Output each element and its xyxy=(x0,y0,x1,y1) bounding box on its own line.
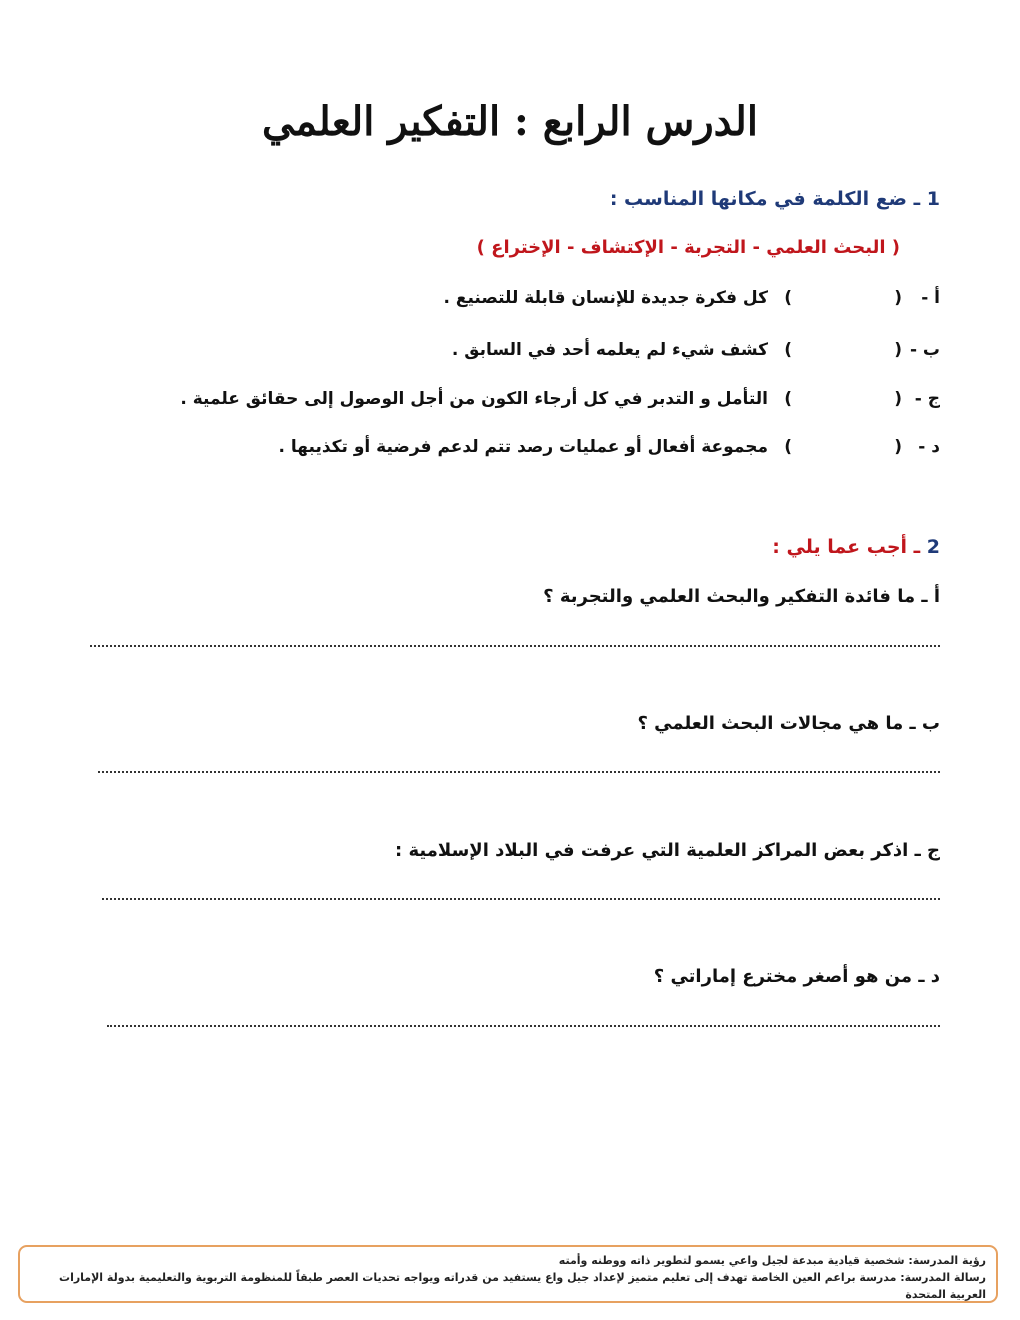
q2-question-d: د ـ من هو أصغر مخترع إماراتي ؟ xyxy=(653,966,940,987)
school-mission: رسالة المدرسة: مدرسة براعم العين الخاصة تهدف إلى تعليم متميز لإعداد جيل واع يستفيد من قدراته ويواجه تحديات العصر طبقاً للمنظومة التربوية والتعليمية بدولة الإمارات العربية المتحدة xyxy=(59,1271,986,1301)
answer-line-b[interactable] xyxy=(98,771,940,773)
q2-question-a: أ ـ ما فائدة التفكير والبحث العلمي والتجربة ؟ xyxy=(543,586,940,607)
q2-question-b: ب ـ ما هي مجالات البحث العلمي ؟ xyxy=(637,713,940,734)
q1-number: 1 xyxy=(926,188,940,210)
q1-item-c xyxy=(140,389,940,415)
q1-item-text: التأمل و التدبر في كل أرجاء الكون من أجل الوصول إلى حقائق علمية . xyxy=(180,389,768,409)
word-bank: ( البحث العلمي - التجربة - الإكتشاف - الإختراع ) xyxy=(476,237,900,258)
q2-heading xyxy=(772,536,940,558)
q2-number: 2 xyxy=(926,536,940,558)
q1-item-label: أ - xyxy=(921,288,940,308)
q1-item-label: ج - xyxy=(914,389,940,409)
q1-item-label: ب - xyxy=(909,340,940,360)
q1-blank-close: ) xyxy=(784,389,792,409)
q1-blank-open: ( xyxy=(894,389,902,409)
lesson-title: الدرس الرابع : التفكير العلمي xyxy=(262,98,758,145)
q1-item-text: كل فكرة جديدة للإنسان قابلة للتصنيع . xyxy=(443,288,768,308)
q1-blank-close: ) xyxy=(784,288,792,308)
answer-line-d[interactable] xyxy=(107,1025,940,1027)
answer-line-c[interactable] xyxy=(102,898,940,900)
q2-question-c: ج ـ اذكر بعض المراكز العلمية التي عرفت في البلاد الإسلامية : xyxy=(395,840,940,861)
q1-blank-close: ) xyxy=(784,437,792,457)
q1-blank-open: ( xyxy=(894,340,902,360)
q1-item-b xyxy=(140,340,940,366)
q1-item-text: كشف شيء لم يعلمه أحد في السابق . xyxy=(451,340,768,360)
school-footer-box xyxy=(18,1245,998,1303)
answer-line-a[interactable] xyxy=(90,645,940,647)
q1-item-text: مجموعة أفعال أو عمليات رصد تتم لدعم فرضية أو تكذيبها . xyxy=(278,437,768,457)
q1-blank-open: ( xyxy=(894,437,902,457)
q2-heading-text: ـ أجب عما يلي : xyxy=(772,536,921,558)
school-vision: رؤية المدرسة: شخصية قيادية مبدعة لجيل واعي يسمو لتطوير ذاته ووطنه وأمته xyxy=(558,1254,986,1267)
q1-item-a xyxy=(140,288,940,314)
q1-blank-open: ( xyxy=(894,288,902,308)
q1-item-label: د - xyxy=(918,437,940,457)
q1-heading-text: ـ ضع الكلمة في مكانها المناسب : xyxy=(609,188,921,210)
q1-item-d xyxy=(140,437,940,463)
q1-heading xyxy=(610,188,940,210)
q1-blank-close: ) xyxy=(784,340,792,360)
